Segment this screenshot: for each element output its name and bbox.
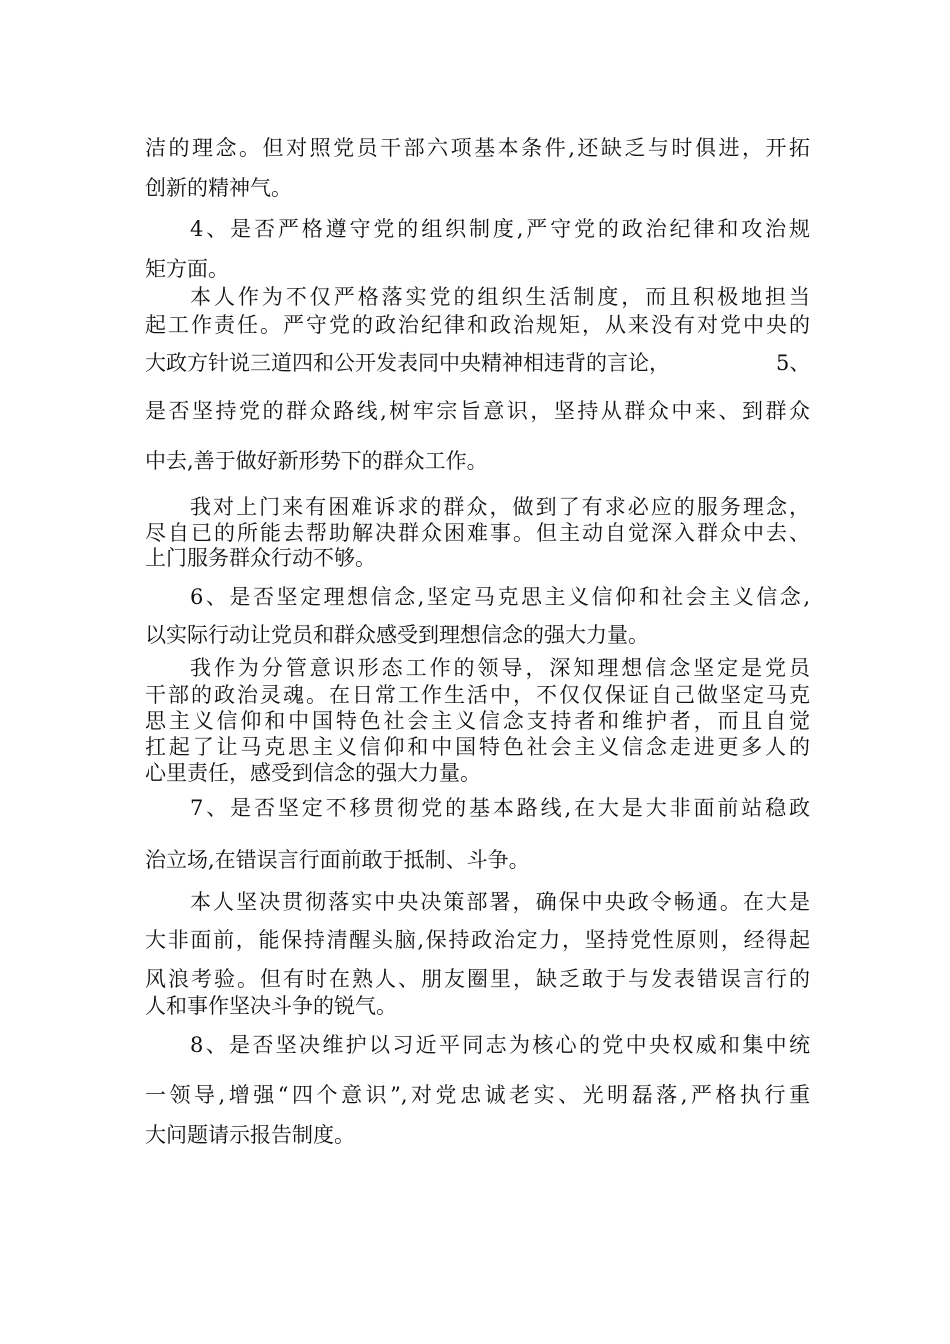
- paragraph-line: 大非面前，能保持清醒头脑,保持政治定力，坚持党性原则，经得起: [145, 928, 810, 952]
- paragraph-line: 风浪考验。但有时在熟人、朋友圈里，缺乏敢于与发表错误言行的: [145, 967, 810, 991]
- section-heading-line: 8、是否坚决维护以习近平同志为核心的党中央权威和集中统: [190, 1033, 810, 1057]
- paragraph-line: 本人作为不仅严格落实党的组织生活制度，而且积极地担当: [190, 285, 810, 309]
- paragraph-line: 思主义信仰和中国特色社会主义信念支持者和维护者，而且自觉: [145, 709, 810, 733]
- section-heading-line: 4、是否严格遵守党的组织制度,严守党的政治纪律和攻治规: [190, 217, 810, 241]
- section-heading-line: 治立场,在错误言行面前敢于抵制、斗争。: [145, 848, 530, 872]
- paragraph-line: 心里责任，感受到信念的强大力量。: [145, 761, 481, 785]
- section-heading-line: 7、是否坚定不移贯彻党的基本路线,在大是大非面前站稳政: [190, 796, 810, 820]
- section-heading-line: 中去,善于做好新形势下的群众工作。: [145, 449, 488, 473]
- paragraph-line: 我作为分管意识形态工作的领导，深知理想信念坚定是党员: [190, 656, 810, 680]
- paragraph-line: 扛起了让马克思主义信仰和中国特色社会主义信念走进更多人的: [145, 735, 810, 759]
- section-heading-line: 矩方面。: [145, 257, 229, 281]
- paragraph-line: 上门服务群众行动不够。: [145, 546, 376, 570]
- section-number: 5、: [776, 351, 811, 375]
- section-heading-line: 6、是否坚定理想信念,坚定马克思主义信仰和社会主义信念,: [190, 585, 810, 609]
- section-heading-line: 大问题请示报告制度。: [145, 1123, 355, 1147]
- section-heading-line: 以实际行动让党员和群众感受到理想信念的强大力量。: [145, 623, 649, 647]
- paragraph-line: 我对上门来有困难诉求的群众，做到了有求必应的服务理念，: [190, 495, 810, 519]
- paragraph-line: 本人坚决贯彻落实中央决策部署，确保中央政令畅通。在大是: [190, 890, 810, 914]
- paragraph-line: 干部的政治灵魂。在日常工作生活中，不仅仅保证自己做坚定马克: [145, 683, 810, 707]
- paragraph-line: 创新的精神气。: [145, 176, 292, 200]
- paragraph-line: 人和事作坚决斗争的锐气。: [145, 994, 397, 1018]
- paragraph-line: 尽自已的所能去帮助解决群众困难事。但主动自觉深入群众中去、: [145, 521, 810, 545]
- paragraph-line: 起工作责任。严守党的政治纪律和政治规矩，从来没有对党中央的: [145, 313, 810, 337]
- section-heading-line: 是否坚持党的群众路线,树牢宗旨意识，坚持从群众中来、到群众: [145, 399, 810, 423]
- paragraph-line: 大政方针说三道四和公开发表同中央精神相违背的言论，: [145, 351, 670, 375]
- section-heading-line: 一领导,增强“四个意识”,对党忠诚老实、光明磊落,严格执行重: [145, 1083, 810, 1107]
- paragraph-line: 洁的理念。但对照党员干部六项基本条件,还缺乏与时俱进，开拓: [145, 136, 810, 160]
